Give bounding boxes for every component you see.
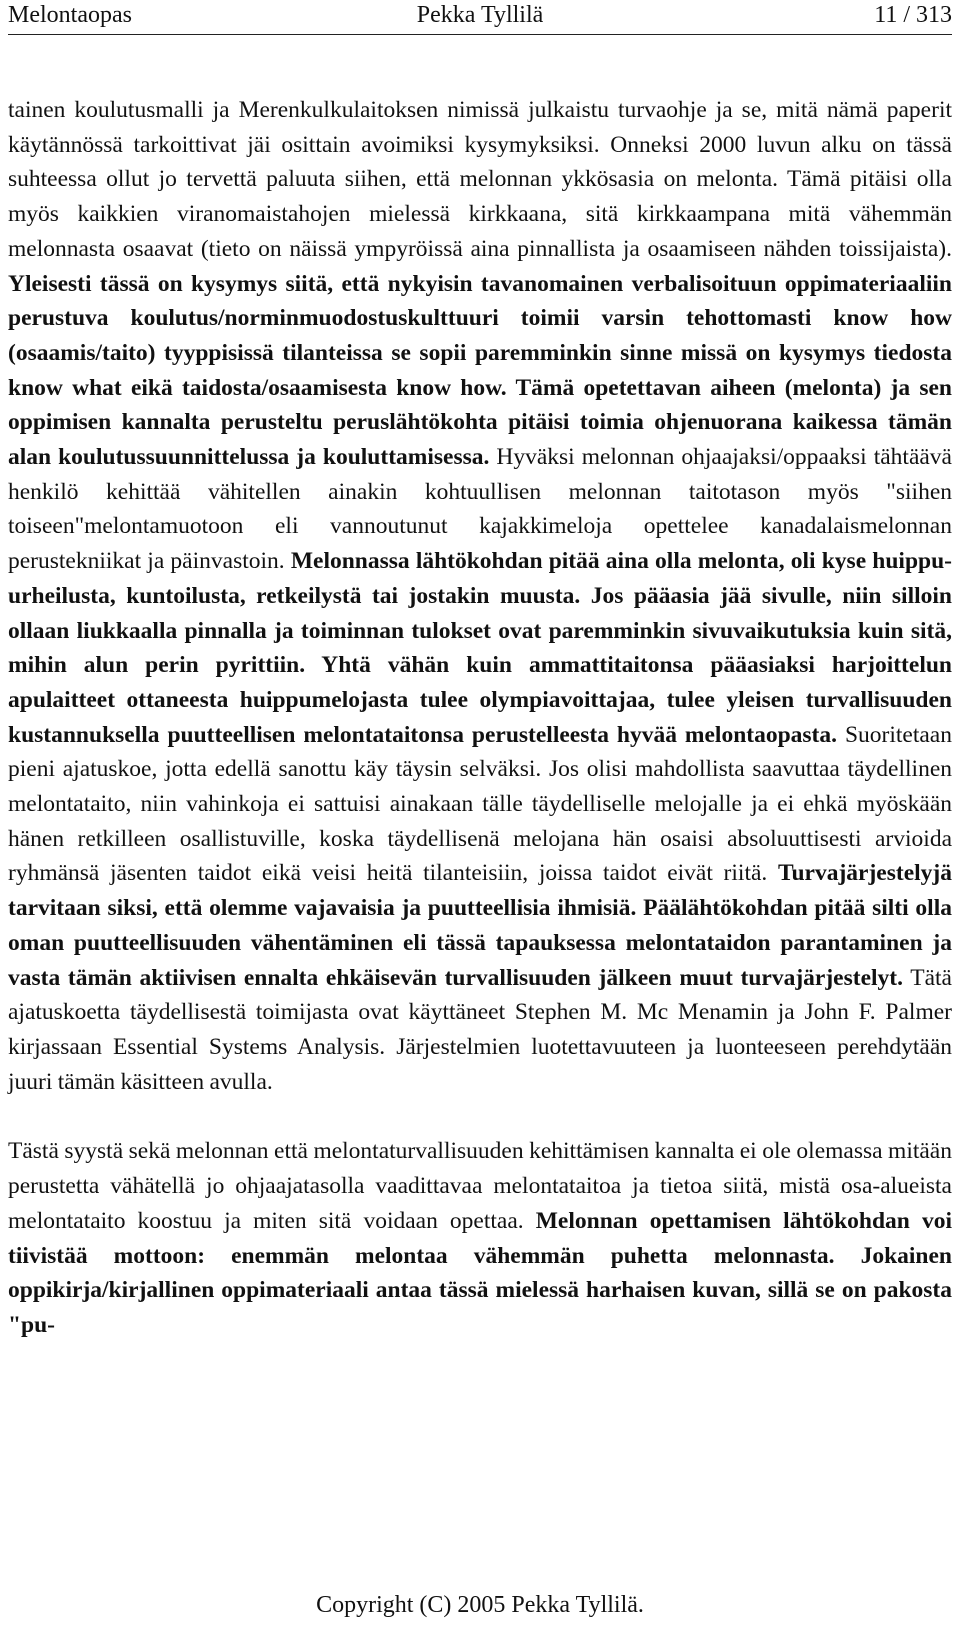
- page-header: [8, 0, 952, 35]
- paragraph-1-run-3: Hyväksi melonnan ohjaajaksi/oppaaksi tähtäävä henkilö kehittää vähitellen ainakin kohtuullisen melonnan taitotason myös "siihen toiseen"melontamuotoon eli vannoutunut kajakkimeloja opettelee kanadalaismelonnan perustekniikat ja päinvastoin.: [8, 444, 952, 575]
- paragraph-1-run-6: Turvajärjestelyjä tarvitaan siksi, että olemme vajavaisia ja puutteellisia ihmisiä. Päälähtökohdan pitää silti olla oman puutteellisuuden vähentäminen eli tässä tapauksessa melontataidon parantaminen ja vasta tämän aktiivisen ennalta ehkäisevän turvallisuuden jälkeen muut turvajärjestelyt.: [8, 860, 952, 991]
- header-author: Pekka Tyllilä: [416, 2, 544, 28]
- footer-copyright: Copyright (C) 2005 Pekka Tyllilä.: [316, 1592, 644, 1618]
- paragraph-1-run-7: Tätä ajatuskoetta täydellisestä toimijasta ovat käyttäneet Stephen M. Mc Menamin ja John F. Palmer kirjassaan Essential Systems Analysis. Järjestelmien luotettavuuteen ja luonteeseen perehdytään juuri tämän käsitteen avulla.: [8, 964, 952, 1095]
- document-body: [8, 93, 952, 1343]
- paragraph-1-run-1: tainen koulutusmalli ja Merenkulkulaitoksen nimissä julkaistu turvaohje ja se, mitä nämä paperit käytännössä tarkoittivat jäi osittain avoimiksi kysymyksiksi. Onneksi 2000 luvun alku on tässä suhteessa ollut jo tervettä paluuta siihen, että melonnan ykkösasia on melonta. Tämä pitäisi olla myös kaikkien viranomaistahojen mielessä kirkkaana, sitä kirkkaampana mitä vähemmän melonnasta osaavat (tieto on näissä ympyröissä aina pinnallista ja osaamiseen nähden toissijaista).: [8, 97, 952, 262]
- paragraph-1: [8, 93, 952, 1099]
- header-document-title: Melontaopas: [8, 2, 132, 28]
- paragraph-1-run-5: Suoritetaan pieni ajatuskoe, jotta edellä sanottu käy täysin selväksi. Jos olisi mahdollista saavuttaa täydellinen melontataito, niin vahinkoja ei sattuisi ainakaan tälle täydelliselle melojalle ja ei ehkä myöskään hänen retkilleen osallistuville, koska täydellisenä melojana hän osaisi absoluuttisesti arvioida ryhmänsä jäsenten taidot eikä veisi heitä tilanteisiin, joissa taidot eivät riitä.: [8, 721, 952, 887]
- header-page-number: 11 / 313: [874, 2, 952, 28]
- paragraph-2-run-2: Melonnan opettamisen lähtökohdan voi tiivistää mottoon: enemmän melontaa vähemmän puhetta melonnasta. Jokainen oppikirja/kirjallinen oppimateriaali antaa tässä mielessä harhaisen kuvan, sillä se on pakosta "pu-: [8, 1207, 952, 1338]
- paragraph-2: [8, 1134, 952, 1342]
- paragraph-2-run-1: Tästä syystä sekä melonnan että melontaturvallisuuden kehittämisen kannalta ei ole olemassa mitään perustetta vähätellä jo ohjaajatasolla vaadittavaa melontataitoa ja tietoa siitä, mistä osa-alueista melontataito koostuu ja miten sitä voidaan opettaa.: [8, 1138, 952, 1234]
- page-footer: [0, 1590, 960, 1620]
- paragraph-1-run-4: Melonnassa lähtökohdan pitää aina olla melonta, oli kyse huippu-urheilusta, kuntoilusta, retkeilystä tai jostakin muusta. Jos pääasia jää sivulle, niin silloin ollaan liukkaalla pinnalla ja toiminnan tulokset ovat paremminkin sivuvaikutuksia kuin sitä, mihin alun perin pyrittiin. Yhtä vähän kuin ammattitaitonsa pääasiaksi harjoittelun apulaitteet ottaneesta huippumelojasta tulee olympiavoittajaa, tulee yleisen turvallisuuden kustannuksella puutteellisen melontataitonsa perustelleesta hyvää melontaopasta.: [8, 548, 952, 748]
- paragraph-1-run-2: Yleisesti tässä on kysymys siitä, että nykyisin tavanomainen verbalisoituun oppimateriaaliin perustuva koulutus/norminmuodostuskulttuuri toimii varsin tehottomasti know how (osaamis/taito) tyyppisissä tilanteissa se sopii paremminkin sinne missä on kysymys tiedosta know what eikä taidosta/osaamisesta know how. Tämä opetettavan aiheen (melonta) ja sen oppimisen kannalta perusteltu peruslähtökohta pitäisi toimia ohjenuorana kaikessa tämän alan koulutussuunnittelussa ja kouluttamisessa.: [8, 270, 952, 471]
